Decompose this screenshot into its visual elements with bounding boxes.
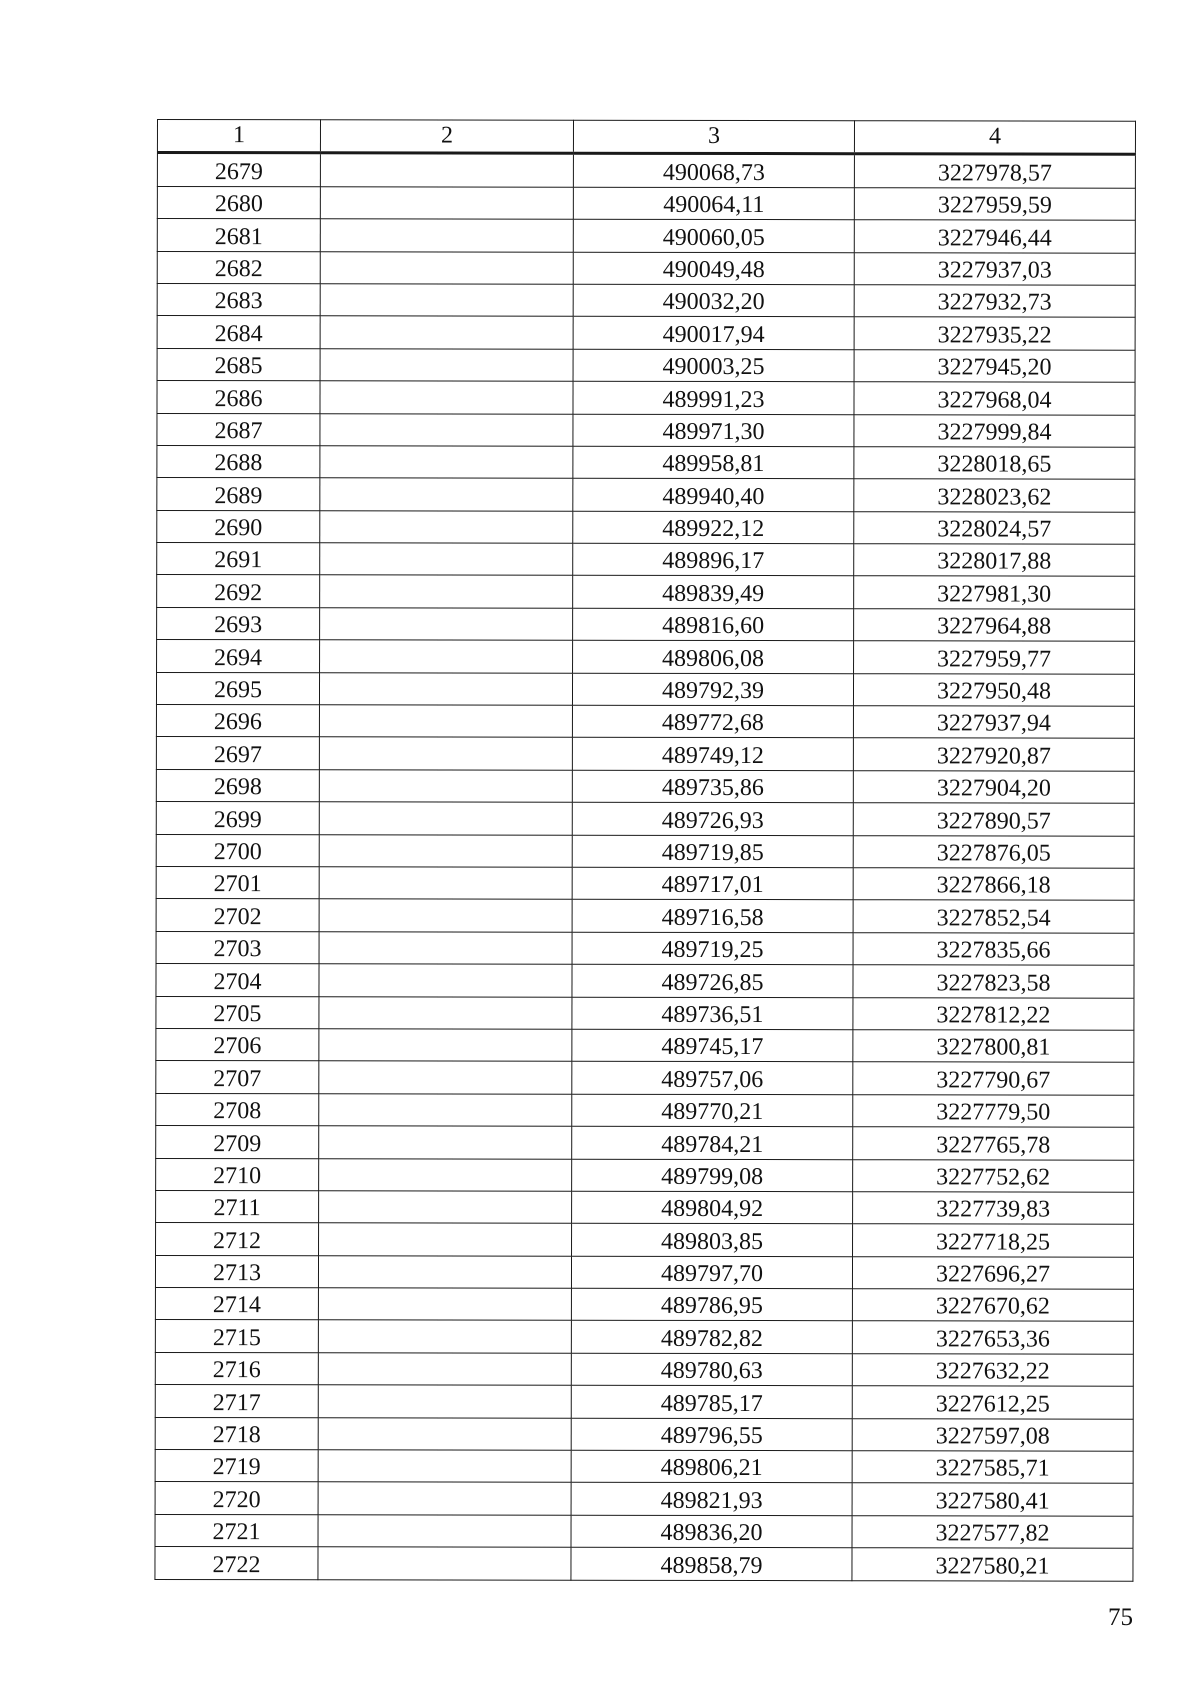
point-number-cell: 2686	[157, 381, 320, 414]
x-coordinate-cell: 490017,94	[573, 317, 854, 350]
empty-cell	[319, 1029, 572, 1062]
x-coordinate-cell: 489971,30	[573, 414, 854, 447]
empty-cell	[320, 478, 573, 511]
empty-cell	[320, 153, 573, 187]
y-coordinate-cell: 3228023,62	[854, 479, 1135, 512]
page-number: 75	[1108, 1604, 1133, 1631]
x-coordinate-cell: 489958,81	[573, 446, 854, 479]
x-coordinate-cell: 489797,70	[571, 1256, 852, 1289]
table-row	[155, 1482, 1133, 1516]
table-row	[157, 283, 1135, 317]
point-number-cell: 2715	[155, 1320, 318, 1353]
empty-cell	[320, 510, 573, 543]
y-coordinate-cell: 3227852,54	[853, 900, 1134, 933]
y-coordinate-cell: 3227981,30	[854, 576, 1135, 609]
empty-cell	[318, 1353, 571, 1386]
table-row	[155, 1320, 1133, 1354]
point-number-cell: 2682	[157, 251, 320, 284]
table-row	[157, 413, 1135, 447]
y-coordinate-cell: 3227959,59	[854, 187, 1135, 220]
table-row	[157, 381, 1135, 415]
point-number-cell: 2713	[155, 1255, 318, 1288]
point-number-cell: 2712	[156, 1223, 319, 1256]
empty-cell	[318, 1255, 571, 1288]
point-number-cell: 2702	[156, 899, 319, 932]
empty-cell	[319, 964, 572, 997]
point-number-cell: 2717	[155, 1385, 318, 1418]
y-coordinate-cell: 3227890,57	[853, 803, 1134, 836]
table-row	[157, 478, 1135, 512]
table-row	[157, 510, 1135, 544]
empty-cell	[319, 705, 572, 738]
table-row	[156, 1190, 1134, 1224]
y-coordinate-cell: 3227597,08	[852, 1418, 1133, 1451]
y-coordinate-cell: 3227935,22	[854, 317, 1135, 350]
x-coordinate-cell: 490064,11	[573, 187, 854, 220]
point-number-cell: 2684	[157, 316, 320, 349]
point-number-cell: 2695	[156, 672, 319, 705]
y-coordinate-cell: 3227823,58	[853, 965, 1134, 998]
empty-cell	[318, 1450, 571, 1483]
point-number-cell: 2722	[155, 1547, 318, 1580]
y-coordinate-cell: 3227779,50	[853, 1094, 1134, 1127]
table-row	[156, 964, 1134, 998]
x-coordinate-cell: 489745,17	[572, 1029, 853, 1062]
table-row	[156, 931, 1134, 965]
table-row	[157, 219, 1135, 253]
y-coordinate-cell: 3227800,81	[853, 1030, 1134, 1063]
y-coordinate-cell: 3227696,27	[852, 1256, 1133, 1289]
point-number-cell: 2696	[156, 705, 319, 738]
column-header-point-number: 1	[157, 120, 320, 154]
y-coordinate-cell: 3227632,22	[852, 1354, 1133, 1387]
table-row	[156, 705, 1134, 739]
x-coordinate-cell: 489785,17	[571, 1385, 852, 1418]
empty-cell	[319, 1158, 572, 1191]
y-coordinate-cell: 3227835,66	[853, 932, 1134, 965]
table-row	[156, 1223, 1134, 1257]
table-row	[157, 153, 1135, 188]
table-row	[156, 1061, 1134, 1095]
y-coordinate-cell: 3227866,18	[853, 868, 1134, 901]
table-row	[156, 899, 1134, 933]
empty-cell	[320, 349, 573, 382]
point-number-cell: 2708	[156, 1093, 319, 1126]
x-coordinate-cell: 489772,68	[572, 705, 853, 738]
y-coordinate-cell: 3227739,83	[853, 1192, 1134, 1225]
x-coordinate-cell: 489922,12	[573, 511, 854, 544]
column-header-y-coordinate: 4	[854, 121, 1135, 155]
point-number-cell: 2685	[157, 348, 320, 381]
point-number-cell: 2716	[155, 1352, 318, 1385]
table-row	[157, 445, 1135, 479]
y-coordinate-cell: 3228018,65	[854, 447, 1135, 480]
empty-cell	[319, 996, 572, 1029]
empty-cell	[320, 608, 573, 641]
x-coordinate-cell: 489780,63	[571, 1353, 852, 1386]
y-coordinate-cell: 3227577,82	[852, 1516, 1133, 1549]
x-coordinate-cell: 489821,93	[571, 1483, 852, 1516]
point-number-cell: 2718	[155, 1417, 318, 1450]
table-row	[155, 1417, 1133, 1451]
x-coordinate-cell: 489803,85	[572, 1224, 853, 1257]
y-coordinate-cell: 3228024,57	[854, 511, 1135, 544]
y-coordinate-cell: 3227946,44	[854, 220, 1135, 253]
point-number-cell: 2697	[156, 737, 319, 770]
point-number-cell: 2711	[156, 1190, 319, 1223]
point-number-cell: 2687	[157, 413, 320, 446]
y-coordinate-cell: 3227670,62	[852, 1289, 1133, 1322]
x-coordinate-cell: 489804,92	[572, 1191, 853, 1224]
x-coordinate-cell: 489792,39	[572, 673, 853, 706]
x-coordinate-cell: 489796,55	[571, 1418, 852, 1451]
y-coordinate-cell: 3227920,87	[853, 738, 1134, 771]
table-row	[155, 1255, 1133, 1289]
y-coordinate-cell: 3228017,88	[854, 544, 1135, 577]
empty-cell	[319, 834, 572, 867]
point-number-cell: 2698	[156, 769, 319, 802]
empty-cell	[319, 867, 572, 900]
empty-cell	[320, 575, 573, 608]
x-coordinate-cell: 489836,20	[571, 1515, 852, 1548]
coordinates-table	[154, 119, 1136, 1581]
point-number-cell: 2691	[157, 543, 320, 576]
empty-cell	[319, 932, 572, 965]
x-coordinate-cell: 489719,85	[572, 835, 853, 868]
x-coordinate-cell: 490068,73	[573, 154, 854, 188]
x-coordinate-cell: 489786,95	[571, 1288, 852, 1321]
x-coordinate-cell: 489816,60	[573, 608, 854, 641]
y-coordinate-cell: 3227585,71	[852, 1451, 1133, 1484]
x-coordinate-cell: 489991,23	[573, 381, 854, 414]
empty-cell	[320, 446, 573, 479]
empty-cell	[320, 543, 573, 576]
table-row	[157, 316, 1135, 350]
point-number-cell: 2721	[155, 1514, 318, 1547]
x-coordinate-cell: 489757,06	[572, 1062, 853, 1095]
table-row	[156, 1028, 1134, 1062]
x-coordinate-cell: 489716,58	[572, 900, 853, 933]
x-coordinate-cell: 489806,21	[571, 1450, 852, 1483]
y-coordinate-cell: 3227999,84	[854, 414, 1135, 447]
point-number-cell: 2690	[157, 510, 320, 543]
table-row	[156, 1126, 1134, 1160]
empty-cell	[319, 1223, 572, 1256]
y-coordinate-cell: 3227580,21	[852, 1548, 1133, 1581]
table-row	[157, 348, 1135, 382]
x-coordinate-cell: 489782,82	[571, 1321, 852, 1354]
y-coordinate-cell: 3227876,05	[853, 835, 1134, 868]
table-row	[156, 769, 1134, 803]
column-header-x-coordinate: 3	[573, 120, 854, 154]
point-number-cell: 2705	[156, 996, 319, 1029]
point-number-cell: 2681	[157, 219, 320, 252]
x-coordinate-cell: 490049,48	[573, 252, 854, 285]
empty-cell	[318, 1385, 571, 1418]
point-number-cell: 2692	[157, 575, 320, 608]
table-row	[156, 834, 1134, 868]
column-header-2: 2	[320, 120, 573, 154]
x-coordinate-cell: 489806,08	[573, 640, 854, 673]
y-coordinate-cell: 3227653,36	[852, 1321, 1133, 1354]
y-coordinate-cell: 3227978,57	[854, 154, 1135, 188]
empty-cell	[319, 1061, 572, 1094]
table-row	[155, 1352, 1133, 1386]
empty-cell	[318, 1288, 571, 1321]
y-coordinate-cell: 3227718,25	[853, 1224, 1134, 1257]
x-coordinate-cell: 489770,21	[572, 1094, 853, 1127]
point-number-cell: 2694	[157, 640, 320, 673]
empty-cell	[318, 1482, 571, 1515]
empty-cell	[320, 187, 573, 220]
empty-cell	[318, 1417, 571, 1450]
table-row	[156, 996, 1134, 1030]
y-coordinate-cell: 3227937,03	[854, 252, 1135, 285]
empty-cell	[319, 770, 572, 803]
point-number-cell: 2714	[155, 1288, 318, 1321]
table-row	[155, 1288, 1133, 1322]
table-row	[157, 186, 1135, 220]
empty-cell	[319, 1126, 572, 1159]
y-coordinate-cell: 3227959,77	[854, 641, 1135, 674]
y-coordinate-cell: 3227580,41	[852, 1483, 1133, 1516]
y-coordinate-cell: 3227937,94	[853, 706, 1134, 739]
point-number-cell: 2701	[156, 866, 319, 899]
point-number-cell: 2679	[157, 153, 320, 187]
point-number-cell: 2688	[157, 445, 320, 478]
table-header-row	[157, 120, 1135, 155]
x-coordinate-cell: 489896,17	[573, 543, 854, 576]
point-number-cell: 2680	[157, 186, 320, 219]
point-number-cell: 2719	[155, 1450, 318, 1483]
y-coordinate-cell: 3227752,62	[853, 1159, 1134, 1192]
table-row	[157, 543, 1135, 577]
table-row	[155, 1514, 1133, 1548]
table-row	[155, 1450, 1133, 1484]
empty-cell	[319, 1094, 572, 1127]
point-number-cell: 2707	[156, 1061, 319, 1094]
table-row	[157, 640, 1135, 674]
y-coordinate-cell: 3227968,04	[854, 382, 1135, 415]
empty-cell	[318, 1320, 571, 1353]
x-coordinate-cell: 489726,85	[572, 964, 853, 997]
empty-cell	[319, 672, 572, 705]
table-row	[156, 1093, 1134, 1127]
table-row	[156, 672, 1134, 706]
x-coordinate-cell: 489726,93	[572, 802, 853, 835]
y-coordinate-cell: 3227765,78	[853, 1127, 1134, 1160]
empty-cell	[320, 219, 573, 252]
x-coordinate-cell: 489749,12	[572, 738, 853, 771]
empty-cell	[319, 899, 572, 932]
empty-cell	[319, 1191, 572, 1224]
x-coordinate-cell: 489736,51	[572, 997, 853, 1030]
empty-cell	[318, 1515, 571, 1548]
y-coordinate-cell: 3227812,22	[853, 997, 1134, 1030]
empty-cell	[320, 251, 573, 284]
empty-cell	[320, 381, 573, 414]
empty-cell	[320, 284, 573, 317]
table-row	[156, 1158, 1134, 1192]
table-row	[157, 251, 1135, 285]
point-number-cell: 2704	[156, 964, 319, 997]
x-coordinate-cell: 489717,01	[572, 867, 853, 900]
empty-cell	[318, 1547, 571, 1580]
point-number-cell: 2683	[157, 283, 320, 316]
y-coordinate-cell: 3227904,20	[853, 771, 1134, 804]
table-body	[155, 120, 1136, 1581]
x-coordinate-cell: 489719,25	[572, 932, 853, 965]
point-number-cell: 2699	[156, 802, 319, 835]
y-coordinate-cell: 3227950,48	[853, 673, 1134, 706]
x-coordinate-cell: 489735,86	[572, 770, 853, 803]
x-coordinate-cell: 489839,49	[573, 576, 854, 609]
empty-cell	[319, 737, 572, 770]
table-row	[157, 607, 1135, 641]
x-coordinate-cell: 490003,25	[573, 349, 854, 382]
empty-cell	[319, 802, 572, 835]
x-coordinate-cell: 490060,05	[573, 219, 854, 252]
table-row	[156, 866, 1134, 900]
empty-cell	[320, 316, 573, 349]
point-number-cell: 2720	[155, 1482, 318, 1515]
point-number-cell: 2703	[156, 931, 319, 964]
table-row	[155, 1547, 1133, 1581]
table-row	[156, 737, 1134, 771]
empty-cell	[320, 413, 573, 446]
table-row	[155, 1385, 1133, 1419]
x-coordinate-cell: 489799,08	[572, 1159, 853, 1192]
x-coordinate-cell: 489784,21	[572, 1126, 853, 1159]
x-coordinate-cell: 489940,40	[573, 479, 854, 512]
y-coordinate-cell: 3227964,88	[854, 609, 1135, 642]
y-coordinate-cell: 3227945,20	[854, 349, 1135, 382]
point-number-cell: 2706	[156, 1028, 319, 1061]
point-number-cell: 2710	[156, 1158, 319, 1191]
x-coordinate-cell: 490032,20	[573, 284, 854, 317]
y-coordinate-cell: 3227790,67	[853, 1062, 1134, 1095]
point-number-cell: 2709	[156, 1126, 319, 1159]
empty-cell	[320, 640, 573, 673]
point-number-cell: 2689	[157, 478, 320, 511]
x-coordinate-cell: 489858,79	[571, 1547, 852, 1580]
y-coordinate-cell: 3227612,25	[852, 1386, 1133, 1419]
point-number-cell: 2700	[156, 834, 319, 867]
point-number-cell: 2693	[157, 607, 320, 640]
table-row	[157, 575, 1135, 609]
y-coordinate-cell: 3227932,73	[854, 285, 1135, 318]
table-row	[156, 802, 1134, 836]
